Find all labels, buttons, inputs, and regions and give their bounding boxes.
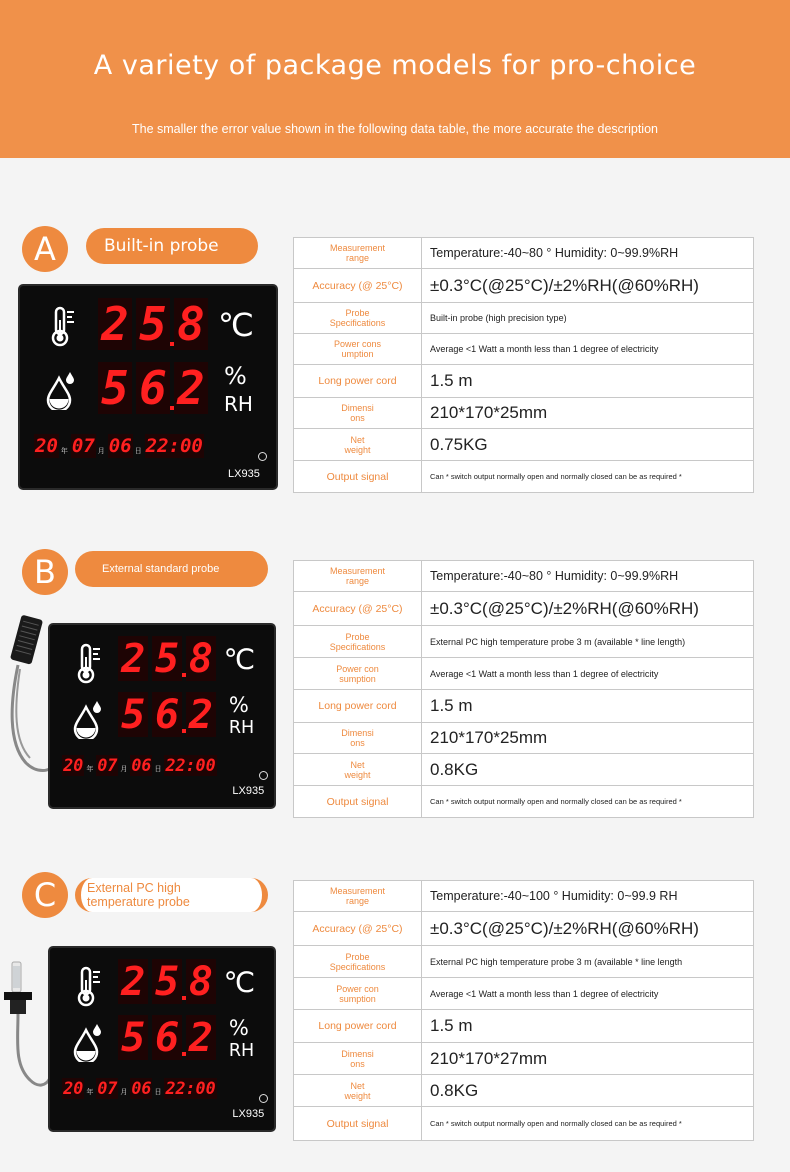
led-digit: 2 [118, 636, 148, 682]
humidity-readout [118, 692, 215, 738]
led-digit: 5 [118, 692, 148, 738]
page-title: A variety of package models for pro-choice [93, 50, 697, 81]
date-year-char: 年 [86, 765, 94, 773]
alarm-clock-icon [258, 452, 267, 461]
decimal-point [182, 729, 186, 733]
spec-label: Net weight [294, 1075, 422, 1107]
spec-value: Average <1 Watt a month less than 1 degree of electricity [422, 978, 754, 1010]
date-month-char: 月 [97, 448, 105, 455]
spec-row [294, 561, 754, 592]
spec-row [294, 1075, 754, 1107]
spec-label: Power cons umption [294, 334, 422, 365]
spec-value: ±0.3°C(@25°C)/±2%RH(@60%RH) [422, 269, 754, 303]
led-digit: 2 [98, 298, 132, 350]
spec-value: Temperature:-40~80 ° Humidity: 0~99.9%RH [422, 238, 754, 269]
model-number: LX935 [228, 468, 260, 480]
spec-label: Power con sumption [294, 978, 422, 1010]
spec-value: Temperature:-40~100 ° Humidity: 0~99.9 RH [422, 881, 754, 912]
spec-row [294, 303, 754, 334]
spec-row [294, 461, 754, 493]
thermo-hygrometer-display [48, 623, 276, 809]
thermo-hygrometer-display [18, 284, 278, 490]
spec-label: Output signal [294, 1107, 422, 1141]
section-c [0, 868, 790, 1168]
spec-value: Built-in probe (high precision type) [422, 303, 754, 334]
spec-value: 1.5 m [422, 690, 754, 723]
led-digit: 2 [186, 1015, 216, 1061]
spec-label: Net weight [294, 429, 422, 461]
specification-table [293, 880, 754, 1141]
spec-row [294, 658, 754, 690]
temperature-readout [98, 298, 208, 350]
spec-value: 0.8KG [422, 754, 754, 786]
thermometer-icon [76, 966, 102, 1013]
section-b [0, 545, 790, 845]
section-a [0, 222, 790, 522]
spec-label: Measurement range [294, 238, 422, 269]
spec-label: Dimensi ons [294, 723, 422, 754]
led-digit: 8 [174, 298, 208, 350]
led-digit: 5 [136, 298, 170, 350]
spec-label: Measurement range [294, 561, 422, 592]
led-digit: 5 [98, 362, 132, 414]
spec-label: Probe Specifications [294, 626, 422, 658]
led-digit: 5 [118, 1015, 148, 1061]
spec-label: Long power cord [294, 365, 422, 398]
date-time-readout [34, 434, 204, 458]
percent-unit: % [228, 691, 249, 717]
date-day: 06 [131, 1078, 152, 1098]
spec-label: Long power cord [294, 690, 422, 723]
led-digit: 5 [152, 959, 182, 1005]
specification-table [293, 237, 754, 493]
decimal-point [182, 673, 186, 677]
humidity-drop-icon [73, 1022, 103, 1067]
spec-label: Power con sumption [294, 658, 422, 690]
spec-label: Output signal [294, 461, 422, 493]
date-time-readout [62, 755, 216, 776]
percent-unit: % [228, 1014, 249, 1040]
spec-row [294, 398, 754, 429]
spec-value: Can * switch output normally open and normally closed can be as required * [422, 786, 754, 818]
spec-row [294, 365, 754, 398]
celsius-unit: ℃ [218, 306, 254, 344]
date-day: 06 [131, 755, 152, 775]
percent-unit: % [224, 362, 247, 390]
spec-value: Average <1 Watt a month less than 1 degree of electricity [422, 334, 754, 365]
decimal-point [170, 342, 174, 346]
spec-value: 1.5 m [422, 1010, 754, 1043]
date-month: 07 [97, 755, 118, 775]
spec-row [294, 1010, 754, 1043]
date-day-char: 日 [134, 448, 142, 455]
led-digit: 2 [174, 362, 208, 414]
spec-value: 210*170*25mm [422, 723, 754, 754]
spec-label: Dimensi ons [294, 398, 422, 429]
led-digit: 8 [186, 636, 216, 682]
date-time: 22:00 [165, 1078, 216, 1098]
date-time: 22:00 [165, 755, 216, 775]
thermometer-icon [50, 306, 76, 353]
date-day: 06 [108, 435, 132, 457]
thermometer-icon [76, 643, 102, 690]
humidity-drop-icon [73, 699, 103, 744]
date-time-readout [62, 1078, 216, 1099]
spec-value: 1.5 m [422, 365, 754, 398]
alarm-clock-icon [259, 1094, 268, 1103]
humidity-readout [118, 1015, 215, 1061]
section-letter-badge: A [22, 226, 68, 272]
rh-unit: RH [224, 392, 253, 416]
decimal-point [170, 406, 174, 410]
spec-label: Probe Specifications [294, 946, 422, 978]
thermo-hygrometer-display [48, 946, 276, 1132]
spec-row [294, 269, 754, 303]
spec-value: 0.8KG [422, 1075, 754, 1107]
spec-row [294, 754, 754, 786]
page-subtitle: The smaller the error value shown in the following data table, the more accurate the description [132, 122, 658, 136]
humidity-readout [98, 362, 208, 414]
spec-row [294, 1043, 754, 1075]
spec-value: External PC high temperature probe 3 m (available * line length [422, 946, 754, 978]
header-banner [0, 0, 790, 158]
date-year: 20 [35, 435, 58, 457]
alarm-clock-icon [259, 771, 268, 780]
led-digit: 6 [152, 1015, 182, 1061]
date-year-char: 年 [86, 1088, 94, 1096]
spec-row [294, 592, 754, 626]
date-year-char: 年 [60, 448, 68, 455]
date-year: 20 [63, 755, 84, 775]
spec-label: Accuracy (@ 25°C) [294, 269, 422, 303]
celsius-unit: ℃ [223, 642, 256, 676]
spec-row [294, 946, 754, 978]
model-number: LX935 [232, 1107, 265, 1120]
spec-row [294, 881, 754, 912]
probe-type-label: External standard probe [75, 551, 268, 587]
section-letter-badge: C [22, 872, 68, 918]
spec-value: 0.75KG [422, 429, 754, 461]
spec-label: Long power cord [294, 1010, 422, 1043]
led-digit: 6 [136, 362, 170, 414]
spec-row [294, 912, 754, 946]
spec-row [294, 978, 754, 1010]
led-digit: 2 [118, 959, 148, 1005]
rh-unit: RH [228, 1040, 255, 1061]
spec-value: ±0.3°C(@25°C)/±2%RH(@60%RH) [422, 592, 754, 626]
spec-label: Output signal [294, 786, 422, 818]
probe-type-label: Built-in probe [86, 228, 258, 264]
spec-label: Dimensi ons [294, 1043, 422, 1075]
spec-label: Accuracy (@ 25°C) [294, 592, 422, 626]
spec-value: Can * switch output normally open and normally closed can be as required * [422, 461, 754, 493]
spec-label: Probe Specifications [294, 303, 422, 334]
spec-label: Net weight [294, 754, 422, 786]
date-day-char: 日 [154, 1088, 162, 1096]
probe-type-label: External PC high temperature probe [75, 878, 268, 912]
date-time: 22:00 [145, 435, 203, 457]
spec-label: Accuracy (@ 25°C) [294, 912, 422, 946]
spec-value: Can * switch output normally open and normally closed can be as required * [422, 1107, 754, 1141]
date-month-char: 月 [120, 765, 128, 773]
rh-unit: RH [228, 717, 255, 738]
spec-value: External PC high temperature probe 3 m (available * line length) [422, 626, 754, 658]
temperature-readout [118, 636, 215, 682]
spec-row [294, 723, 754, 754]
specification-table [293, 560, 754, 818]
spec-value: Temperature:-40~80 ° Humidity: 0~99.9%RH [422, 561, 754, 592]
spec-value: 210*170*27mm [422, 1043, 754, 1075]
spec-label: Measurement range [294, 881, 422, 912]
date-day-char: 日 [154, 765, 162, 773]
led-digit: 2 [186, 692, 216, 738]
led-digit: 5 [152, 636, 182, 682]
spec-row [294, 238, 754, 269]
spec-row [294, 1107, 754, 1141]
spec-row [294, 626, 754, 658]
spec-row [294, 690, 754, 723]
date-month: 07 [71, 435, 95, 457]
spec-row [294, 334, 754, 365]
spec-row [294, 786, 754, 818]
led-digit: 8 [186, 959, 216, 1005]
model-number: LX935 [232, 784, 265, 797]
decimal-point [182, 1052, 186, 1056]
date-month: 07 [97, 1078, 118, 1098]
decimal-point [182, 996, 186, 1000]
humidity-drop-icon [46, 370, 76, 415]
section-letter-badge: B [22, 549, 68, 595]
spec-row [294, 429, 754, 461]
spec-value: 210*170*25mm [422, 398, 754, 429]
celsius-unit: ℃ [223, 965, 256, 999]
led-digit: 6 [152, 692, 182, 738]
temperature-readout [118, 959, 215, 1005]
spec-value: Average <1 Watt a month less than 1 degree of electricity [422, 658, 754, 690]
date-month-char: 月 [120, 1088, 128, 1096]
spec-value: ±0.3°C(@25°C)/±2%RH(@60%RH) [422, 912, 754, 946]
date-year: 20 [63, 1078, 84, 1098]
